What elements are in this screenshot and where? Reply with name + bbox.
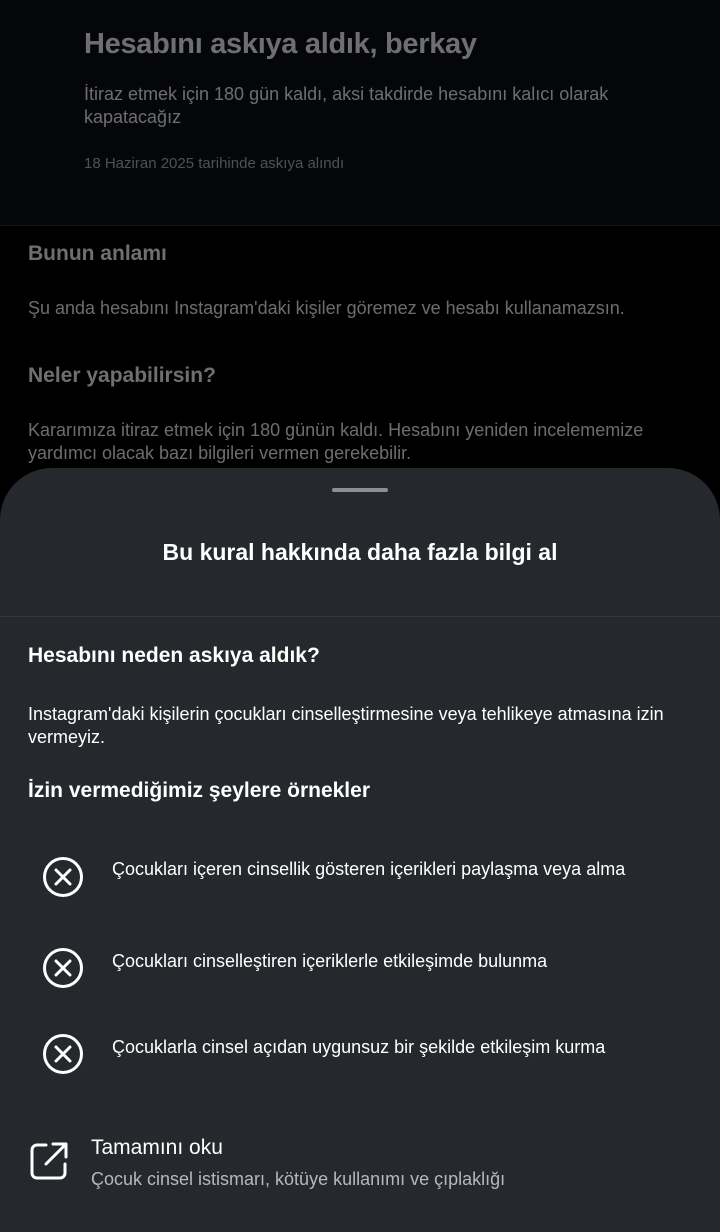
page-header [0,0,720,225]
page-title: Hesabını askıya aldık, berkay [84,28,477,60]
suspension-date: 18 Haziran 2025 tarihinde askıya alındı [84,155,345,172]
example-item [0,947,720,1007]
example-text: Çocukları cinselleştiren içeriklerle etkileşimde bulunma [112,951,548,971]
why-text: Instagram'daki kişilerin çocukları cinselleştirmesine veya tehlikeye atmasına izin vermeyiz. [28,704,664,747]
example-text: Çocuklarla cinsel açıdan uygunsuz bir şekilde etkileşim kurma [112,1037,606,1057]
x-circle-icon [42,856,84,898]
options-text: Kararımıza itiraz etmek için 180 günün kaldı. Hesabını yeniden incelememize yardımcı olacak bazı bilgileri vermen gerekebilir. [28,420,644,463]
why-heading: Hesabını neden askıya aldık? [28,644,320,667]
example-text: Çocukları içeren cinsellik gösteren içerikleri paylaşma veya alma [112,859,626,879]
rule-info-bottom-sheet [0,468,720,1232]
options-heading: Neler yapabilirsin? [28,364,216,387]
sheet-divider [0,616,720,617]
sheet-drag-handle[interactable] [332,488,388,492]
page-subtitle: İtiraz etmek için 180 gün kaldı, aksi takdirde hesabını kalıcı olarak kapatacağız [84,84,609,127]
example-item [0,1033,720,1093]
examples-heading: İzin vermediğimiz şeylere örnekler [28,779,370,802]
external-link-icon [28,1140,70,1182]
meaning-text: Şu anda hesabını Instagram'daki kişiler göremez ve hesabı kullanamazsın. [28,298,625,318]
read-full-policy-link[interactable] [0,1128,720,1208]
read-more-title: Tamamını oku [91,1136,223,1159]
example-item [0,856,720,916]
sheet-title: Bu kural hakkında daha fazla bilgi al [162,539,558,565]
x-circle-icon [42,947,84,989]
x-circle-icon [42,1033,84,1075]
meaning-heading: Bunun anlamı [28,242,167,265]
header-divider [0,225,720,226]
read-more-subtitle: Çocuk cinsel istismarı, kötüye kullanımı ve çıplaklığı [91,1169,506,1189]
